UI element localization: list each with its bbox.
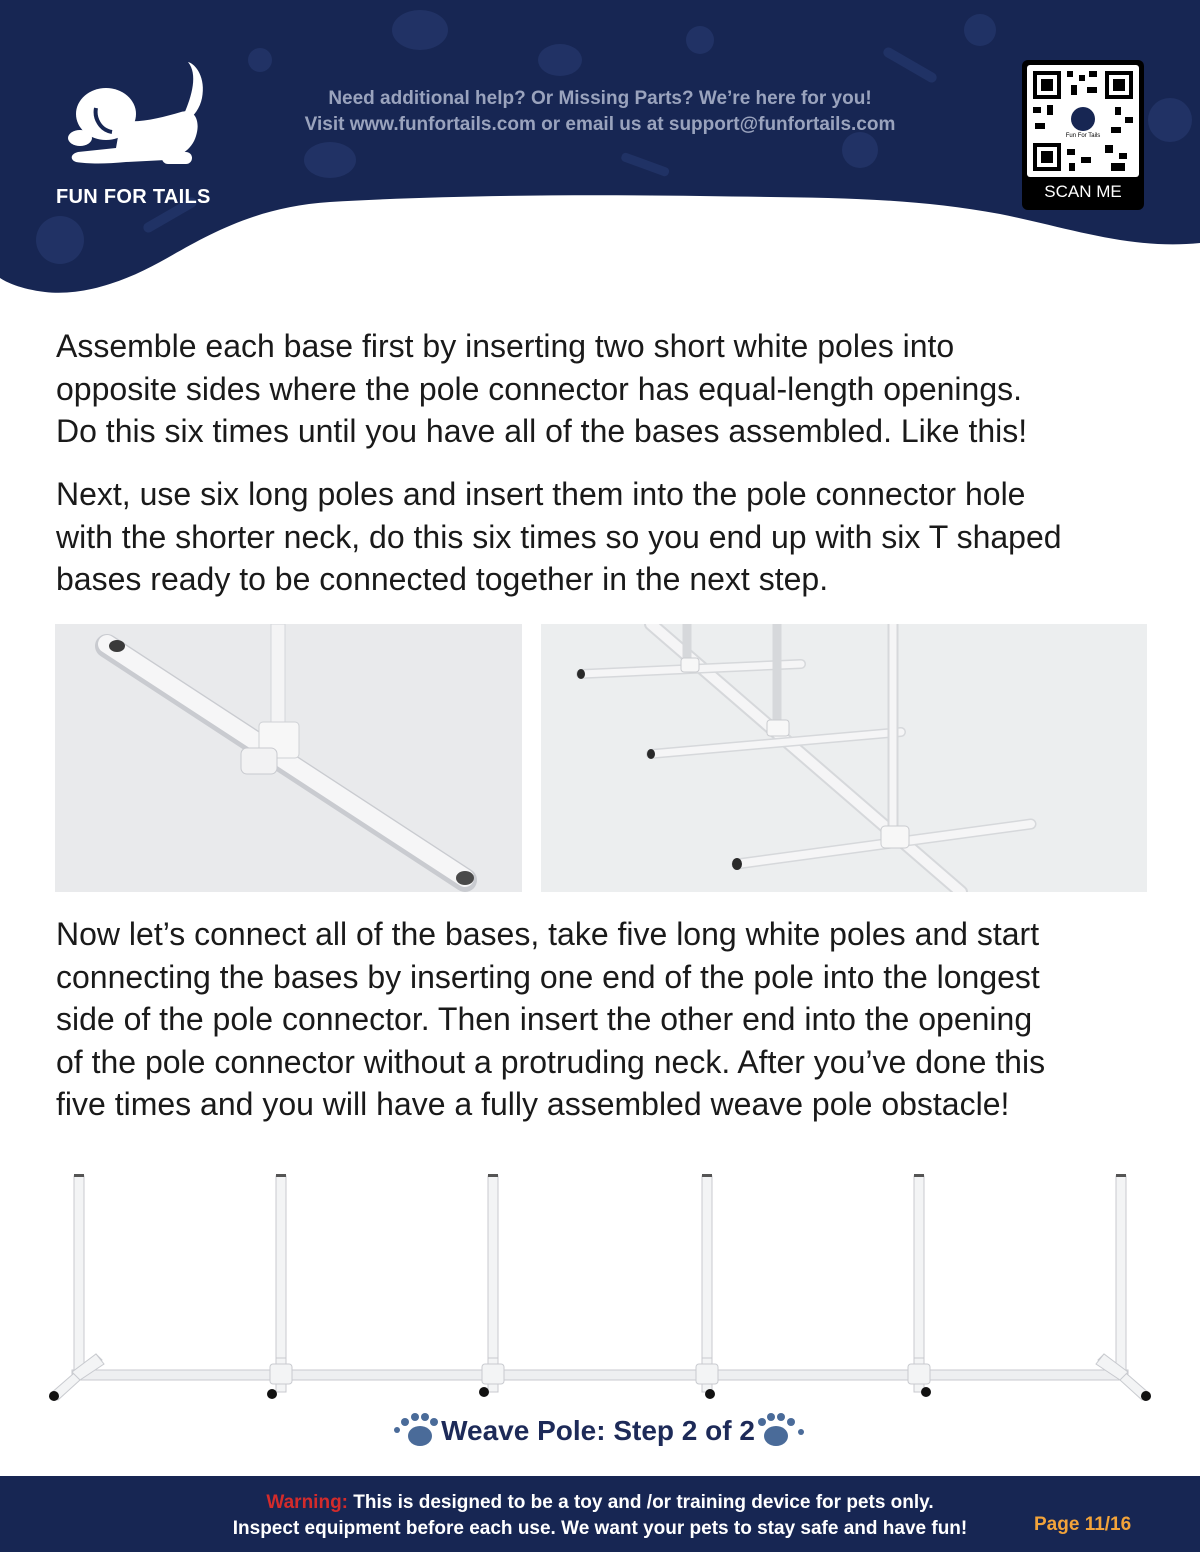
brand-name: FUN FOR TAILS — [56, 186, 211, 208]
paragraph-line: Do this six times until you have all of the bases assembled. Like this! — [56, 413, 1028, 449]
dog-icon — [66, 56, 216, 176]
warning-text — [160, 1490, 1040, 1542]
paw-icon — [755, 1408, 807, 1457]
paragraph-line: five times and you will have a fully assembled weave pole obstacle! — [56, 1086, 1010, 1122]
paragraph-line: Next, use six long poles and insert them into the pole connector hole — [56, 476, 1026, 512]
paragraph-line: of the pole connector without a protruding neck. After you’ve done this — [56, 1043, 1046, 1080]
warning-message: This is designed to be a toy and /or training device for pets only. — [353, 1492, 934, 1513]
qr-code[interactable] — [1022, 60, 1144, 210]
help-line-1: Need additional help? Or Missing Parts? We’re here for you! — [328, 88, 872, 109]
page-footer — [0, 1476, 1200, 1552]
safety-message: Inspect equipment before each use. We want your pets to stay safe and have fun! — [232, 1518, 968, 1539]
base-closeup-photo — [55, 624, 522, 892]
scan-me-label: SCAN ME — [1044, 182, 1122, 201]
instruction-paragraph-3 — [56, 913, 1176, 1126]
paragraph-line: opposite sides where the pole connector has equal-length openings. — [56, 370, 1022, 407]
warning-label: Warning: — [266, 1492, 349, 1513]
help-text — [220, 86, 980, 138]
paragraph-line: Now let’s connect all of the bases, take five long white poles and start — [56, 916, 1040, 952]
page-header — [0, 0, 1200, 300]
page-number: Page 11/16 — [1034, 1514, 1132, 1535]
paragraph-line: with the shorter neck, do this six times so you end up with six T shaped — [56, 518, 1062, 555]
paw-icon — [393, 1408, 441, 1457]
paragraph-line: side of the pole connector. Then insert the other end into the opening — [56, 1001, 1033, 1037]
paragraph-line: bases ready to be connected together in the next step. — [56, 561, 829, 597]
qr-image — [1027, 65, 1139, 177]
help-line-2[interactable]: Visit www.funfortails.com or email us at support@funfortails.com — [304, 114, 896, 135]
t-bases-photo — [541, 624, 1147, 892]
paragraph-line: connecting the bases by inserting one end of the pole into the longest — [56, 958, 1040, 995]
step-caption — [0, 1408, 1200, 1457]
caption-text: Weave Pole: Step 2 of 2 — [441, 1414, 755, 1446]
instruction-paragraph-2 — [56, 473, 1176, 601]
paragraph-line: Assemble each base first by inserting two short white poles into — [56, 328, 955, 364]
instruction-paragraph-1 — [56, 325, 1176, 453]
assembled-weave-pole-illustration — [0, 1168, 1200, 1418]
qr-inner-text: Fun For Tails — [1065, 133, 1101, 139]
